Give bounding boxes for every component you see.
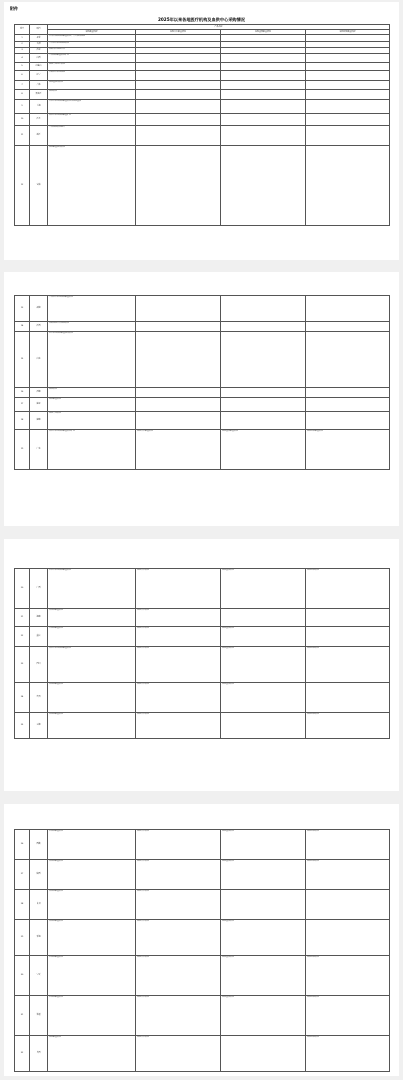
row-c: 采购金额情况 — [221, 627, 306, 647]
row-b: 采购单位情况 — [136, 1036, 221, 1072]
row-item: 江西 — [30, 322, 48, 332]
table-row — [15, 412, 390, 430]
row-c — [221, 54, 306, 63]
row-no: 16 — [15, 388, 30, 398]
row-item: 安徽 — [30, 146, 48, 226]
row-no: 18 — [15, 412, 30, 430]
row-desc: 全省医疗机构采购数量情况 — [48, 296, 136, 322]
row-item: 青海 — [30, 920, 48, 956]
row-no: 23 — [15, 647, 30, 683]
row-item: 辽宁 — [30, 71, 48, 81]
document-page-3 — [4, 539, 399, 791]
row-b — [136, 398, 221, 412]
procurement-table-page-4 — [14, 829, 390, 1072]
table-row — [15, 146, 390, 226]
row-desc: 区采购数量情况 — [48, 996, 136, 1036]
table-row — [15, 647, 390, 683]
table-row — [15, 713, 390, 739]
table-row — [15, 81, 390, 90]
row-b: 采购单位情况 — [136, 627, 221, 647]
procurement-table-page-2 — [14, 295, 390, 470]
row-d: 采购时间情况 — [306, 956, 390, 996]
row-no: 8 — [15, 90, 30, 100]
row-d: 采购时间数量情况 — [306, 430, 390, 470]
table-row — [15, 100, 390, 114]
row-d — [306, 114, 390, 126]
table-row — [15, 627, 390, 647]
row-no: 24 — [15, 683, 30, 713]
row-desc: 采购数量情况 — [48, 1036, 136, 1072]
row-b: 采购单位情况 — [136, 647, 221, 683]
row-no: 29 — [15, 920, 30, 956]
table-row — [15, 296, 390, 322]
row-item: 福建 — [30, 296, 48, 322]
row-d — [306, 332, 390, 388]
procurement-table-page-1 — [14, 24, 390, 226]
procurement-table-page-3 — [14, 568, 390, 739]
row-desc: 市级医疗机构采购 — [48, 71, 136, 81]
header-group: 产品名称 — [48, 25, 390, 30]
row-b: 采购单位情况 — [136, 860, 221, 890]
table-row — [15, 388, 390, 398]
row-desc: 市采购数量情况 — [48, 627, 136, 647]
row-desc: 省医疗机构采购数量汇总 — [48, 114, 136, 126]
row-item: 宁夏 — [30, 956, 48, 996]
header-sub-1: 采购数量情况 — [48, 30, 136, 35]
row-b — [136, 81, 221, 90]
row-desc: 全省采购数量情况汇总 — [48, 54, 136, 63]
row-no: 22 — [15, 627, 30, 647]
row-no: 27 — [15, 860, 30, 890]
row-desc: 省采购数量情况 — [48, 609, 136, 627]
row-d — [306, 81, 390, 90]
row-desc: 市医疗机构采购数量情况及采购金额 — [48, 100, 136, 114]
row-c — [221, 146, 306, 226]
row-d: 采购时间情况 — [306, 569, 390, 609]
row-b — [136, 63, 221, 71]
row-c: 采购金额情况 — [221, 683, 306, 713]
row-d: 采购时间情况 — [306, 713, 390, 739]
table-row — [15, 956, 390, 996]
row-no: 28 — [15, 890, 30, 920]
row-d — [306, 146, 390, 226]
row-desc: 省医疗机构采购数量情况汇总 — [48, 430, 136, 470]
row-no: 26 — [15, 830, 30, 860]
row-b — [136, 90, 221, 100]
row-d — [306, 388, 390, 398]
row-no: 10 — [15, 114, 30, 126]
row-d — [306, 627, 390, 647]
header-no: 序号 — [15, 25, 30, 35]
row-item: 吉林 — [30, 81, 48, 90]
row-no: 2 — [15, 42, 30, 48]
table-row — [15, 569, 390, 609]
row-b — [136, 388, 221, 398]
table-row — [15, 90, 390, 100]
row-c — [221, 322, 306, 332]
row-c: 采购金额情况 — [221, 920, 306, 956]
row-desc: 采购数量情况 — [48, 398, 136, 412]
row-b — [136, 296, 221, 322]
row-item: 江苏 — [30, 114, 48, 126]
row-c — [221, 398, 306, 412]
row-b: 采购单位情况 — [136, 683, 221, 713]
row-item: 湖北 — [30, 398, 48, 412]
row-d — [306, 63, 390, 71]
table-row — [15, 322, 390, 332]
row-c — [221, 332, 306, 388]
row-c — [221, 63, 306, 71]
row-desc: 区采购数量情况 — [48, 830, 136, 860]
row-c — [221, 1036, 306, 1072]
row-item: 四川 — [30, 647, 48, 683]
row-desc: 采购量完成情况 — [48, 81, 136, 90]
row-item: 陕西 — [30, 860, 48, 890]
row-d — [306, 54, 390, 63]
row-desc: 省采购数量情况 — [48, 890, 136, 920]
document-page-4 — [4, 804, 399, 1076]
row-d: 采购时间情况 — [306, 830, 390, 860]
row-c — [221, 388, 306, 398]
row-d — [306, 890, 390, 920]
row-b — [136, 332, 221, 388]
row-no: 31 — [15, 996, 30, 1036]
row-desc: 全市医疗机构采购情况 — [48, 42, 136, 48]
row-item: 黑龙江 — [30, 90, 48, 100]
row-desc: 省医疗机构采购数量情况 — [48, 647, 136, 683]
row-c — [221, 609, 306, 627]
row-b: 采购单位情况 — [136, 609, 221, 627]
row-b — [136, 114, 221, 126]
table-row — [15, 430, 390, 470]
row-b: 采购单位情况 — [136, 956, 221, 996]
row-desc: 采购合同签订情况 — [48, 63, 136, 71]
row-no: 7 — [15, 81, 30, 90]
document-page-2 — [4, 272, 399, 526]
row-desc: 采购数量完成情况 — [48, 146, 136, 226]
row-d: 采购时间情况 — [306, 1036, 390, 1072]
row-item: 天津 — [30, 42, 48, 48]
row-c — [221, 90, 306, 100]
row-d — [306, 35, 390, 42]
row-no: 17 — [15, 398, 30, 412]
row-d: 采购时间情况 — [306, 647, 390, 683]
row-c — [221, 296, 306, 322]
row-c: 采购金额情况 — [221, 830, 306, 860]
row-no: 25 — [15, 713, 30, 739]
row-item: 甘肃 — [30, 890, 48, 920]
row-no: 5 — [15, 63, 30, 71]
row-no: 6 — [15, 71, 30, 81]
row-item: 上海 — [30, 100, 48, 114]
row-b — [136, 322, 221, 332]
row-d — [306, 920, 390, 956]
row-no: 1 — [15, 35, 30, 42]
row-no: 20 — [15, 569, 30, 609]
row-c: 采购金额情况 — [221, 956, 306, 996]
row-no: 3 — [15, 48, 30, 54]
row-item: 兵团 — [30, 1036, 48, 1072]
row-b — [136, 412, 221, 430]
row-item: 浙江 — [30, 126, 48, 146]
row-b: 采购单位情况 — [136, 569, 221, 609]
table-row — [15, 860, 390, 890]
row-d: 采购时间情况 — [306, 860, 390, 890]
row-item: 海南 — [30, 609, 48, 627]
table-row — [15, 126, 390, 146]
table-row — [15, 890, 390, 920]
row-item: 新疆 — [30, 996, 48, 1036]
row-no: 11 — [15, 126, 30, 146]
row-item: 贵州 — [30, 683, 48, 713]
row-c — [221, 713, 306, 739]
row-desc: 省级集中采购平台 — [48, 48, 136, 54]
table-row — [15, 332, 390, 388]
row-no: 21 — [15, 609, 30, 627]
row-d — [306, 412, 390, 430]
row-desc: 医疗机构采购数量完成情况 — [48, 332, 136, 388]
row-c — [221, 100, 306, 114]
row-item: 广东 — [30, 430, 48, 470]
row-desc: 市集中采购采购数量情况，合计完成采购 — [48, 35, 136, 42]
row-item: 广西 — [30, 569, 48, 609]
row-desc: 采购情况 — [48, 90, 136, 100]
row-c: 采购金额数量情况 — [221, 430, 306, 470]
row-b — [136, 54, 221, 63]
row-desc: 采购合同情况 — [48, 412, 136, 430]
row-b — [136, 35, 221, 42]
row-b: 采购单位情况 — [136, 713, 221, 739]
table-row — [15, 830, 390, 860]
row-c — [221, 35, 306, 42]
row-b: 采购单位情况 — [136, 920, 221, 956]
row-d: 采购时间情况 — [306, 996, 390, 1036]
row-d — [306, 398, 390, 412]
document-page-1 — [4, 2, 399, 260]
row-d — [306, 71, 390, 81]
header-sub-2: 采购单位数量情况 — [136, 30, 221, 35]
row-b: 采购单位数量情况 — [136, 430, 221, 470]
table-row — [15, 1036, 390, 1072]
row-item: 山西 — [30, 54, 48, 63]
table-row — [15, 114, 390, 126]
table-row — [15, 609, 390, 627]
row-desc: 区采购数量情况 — [48, 956, 136, 996]
row-c — [221, 412, 306, 430]
row-item: 重庆 — [30, 627, 48, 647]
row-no: 14 — [15, 322, 30, 332]
row-d — [306, 322, 390, 332]
document-title: 2025年以来各地医疗机构及血供中心采购情况 — [157, 17, 246, 22]
header-sub-4: 采购时间数量情况 — [306, 30, 390, 35]
row-c — [221, 114, 306, 126]
row-c — [221, 81, 306, 90]
row-desc: 全省采购情况统计 — [48, 126, 136, 146]
table-row — [15, 54, 390, 63]
row-item: 山东 — [30, 332, 48, 388]
row-desc: 省采购数量情况 — [48, 713, 136, 739]
row-desc: 采购情况 — [48, 388, 136, 398]
row-b — [136, 146, 221, 226]
row-d — [306, 609, 390, 627]
row-desc: 省级采购平台采购情况 — [48, 322, 136, 332]
row-b: 采购单位情况 — [136, 890, 221, 920]
table-row — [15, 35, 390, 42]
row-item: 河南 — [30, 388, 48, 398]
row-no: 30 — [15, 956, 30, 996]
header-item: 项目 — [30, 25, 48, 35]
row-no: 12 — [15, 146, 30, 226]
row-c: 采购金额情况 — [221, 569, 306, 609]
table-row — [15, 996, 390, 1036]
row-c: 采购金额情况 — [221, 860, 306, 890]
row-c: 采购金额情况 — [221, 996, 306, 1036]
row-b — [136, 126, 221, 146]
row-item: 西藏 — [30, 830, 48, 860]
row-desc: 省采购数量情况 — [48, 683, 136, 713]
row-item: 湖南 — [30, 412, 48, 430]
row-c — [221, 890, 306, 920]
row-b — [136, 100, 221, 114]
row-no: 32 — [15, 1036, 30, 1072]
row-no: 13 — [15, 296, 30, 322]
row-desc: 区医疗机构采购数量情况 — [48, 569, 136, 609]
row-no: 9 — [15, 100, 30, 114]
table-row — [15, 71, 390, 81]
row-b: 采购单位情况 — [136, 996, 221, 1036]
table-row — [15, 63, 390, 71]
row-b — [136, 71, 221, 81]
row-item: 北京 — [30, 35, 48, 42]
header-sub-3: 采购金额数量情况 — [221, 30, 306, 35]
table-row — [15, 920, 390, 956]
row-d — [306, 90, 390, 100]
row-no: 4 — [15, 54, 30, 63]
table-row — [15, 683, 390, 713]
row-c: 采购金额情况 — [221, 647, 306, 683]
row-c — [221, 71, 306, 81]
row-desc: 省采购数量情况 — [48, 860, 136, 890]
row-no: 15 — [15, 332, 30, 388]
row-item: 河北 — [30, 48, 48, 54]
row-item: 云南 — [30, 713, 48, 739]
annex-label: 附件 — [10, 6, 18, 11]
row-d — [306, 296, 390, 322]
row-no: 19 — [15, 430, 30, 470]
row-d — [306, 126, 390, 146]
row-b: 采购单位情况 — [136, 830, 221, 860]
row-item: 内蒙古 — [30, 63, 48, 71]
row-desc: 省采购数量情况 — [48, 920, 136, 956]
row-d — [306, 100, 390, 114]
table-row — [15, 398, 390, 412]
row-d — [306, 683, 390, 713]
row-c — [221, 126, 306, 146]
